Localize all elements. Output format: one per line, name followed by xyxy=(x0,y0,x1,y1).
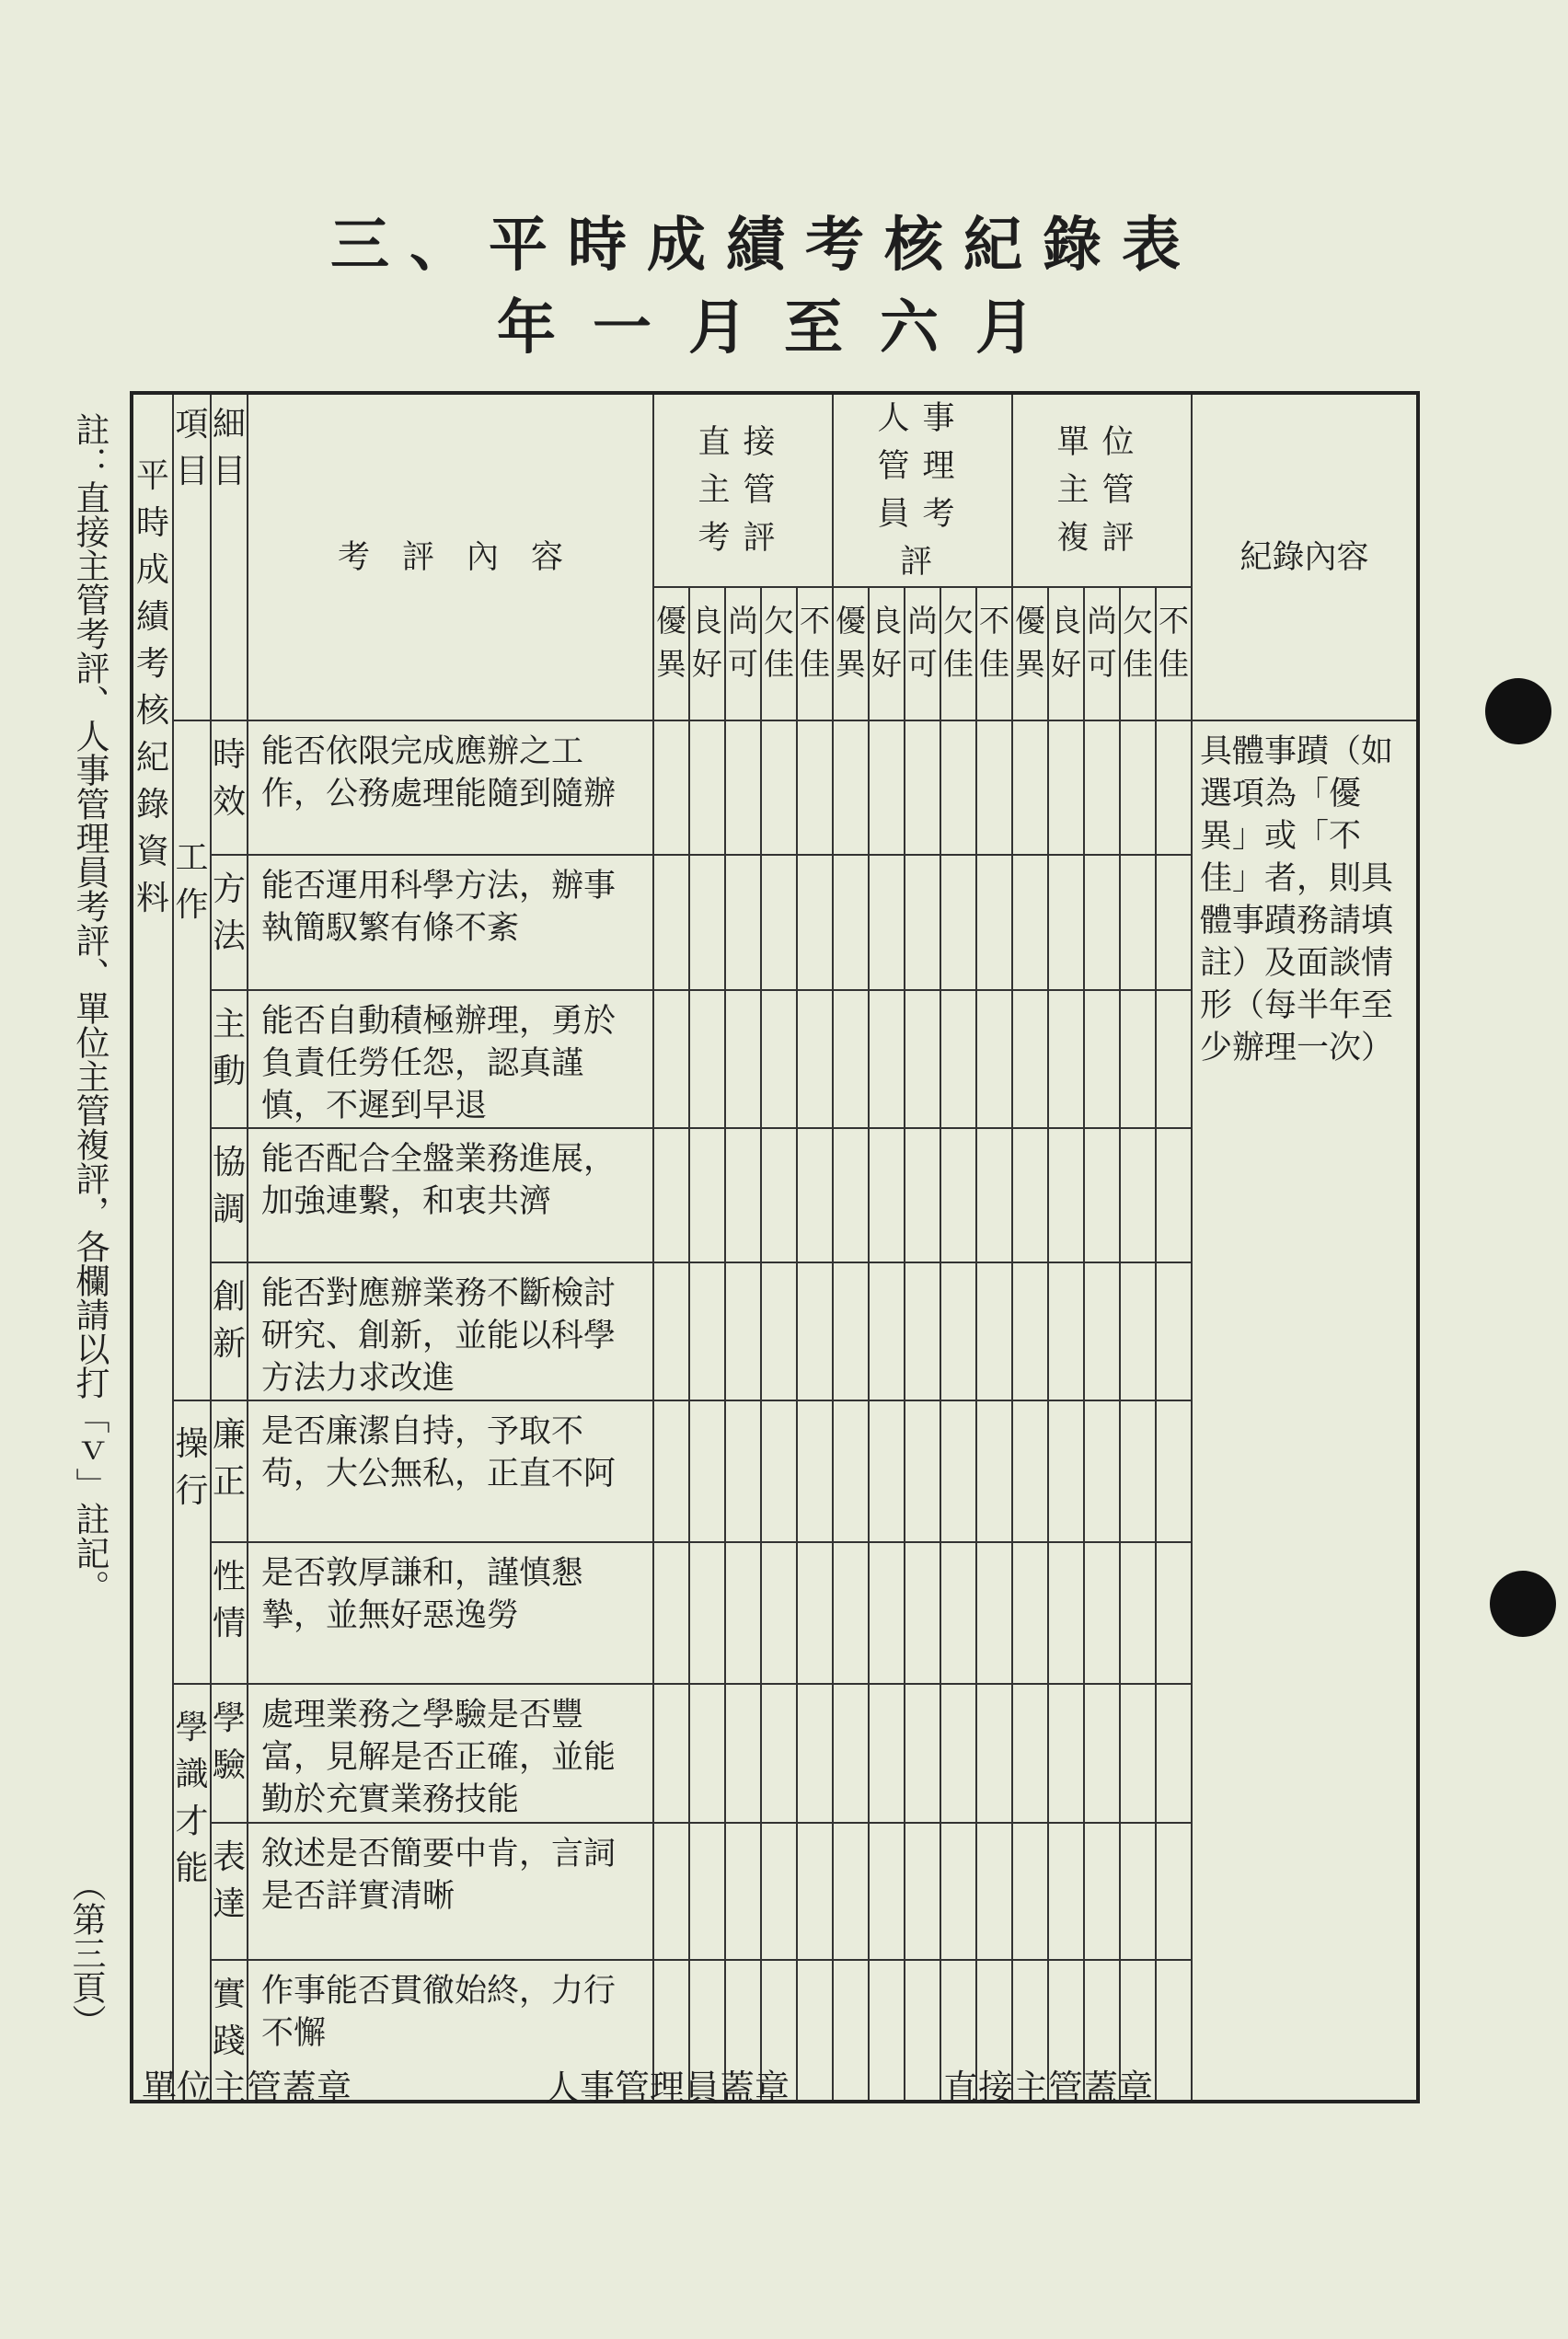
rating-checkbox-cell[interactable] xyxy=(653,1262,689,1400)
rating-checkbox-cell[interactable] xyxy=(1120,990,1156,1128)
rating-checkbox-cell[interactable] xyxy=(905,855,940,990)
vertical-char: 性 xyxy=(212,1558,246,1596)
item-cell xyxy=(173,1400,211,1684)
rating-checkbox-cell[interactable] xyxy=(976,720,1012,855)
rating-checkbox-cell[interactable] xyxy=(833,855,869,990)
rating-checkbox-cell[interactable] xyxy=(797,1400,833,1542)
rating-checkbox-cell[interactable] xyxy=(653,1684,689,1823)
rating-checkbox-cell[interactable] xyxy=(1156,1542,1192,1684)
rating-label xyxy=(905,587,940,720)
rating-label xyxy=(1156,587,1192,720)
rating-checkbox-cell[interactable] xyxy=(725,720,761,855)
rating-checkbox-cell[interactable] xyxy=(1084,1823,1120,1960)
vertical-char: 時 xyxy=(135,504,169,542)
binder-hole-icon xyxy=(1485,678,1551,744)
rating-checkbox-cell[interactable] xyxy=(905,1128,940,1262)
sub-item-cell xyxy=(211,990,248,1128)
criterion-text: 能否自動積極辦理，勇於負責任勞任怨，認真謹慎，不遲到早退 xyxy=(248,990,653,1128)
vertical-char: 資 xyxy=(135,833,169,870)
rating-checkbox-cell[interactable] xyxy=(797,1128,833,1262)
rating-group-header: 直接主管考評 xyxy=(653,393,833,587)
vertical-char: 異 xyxy=(1015,646,1045,682)
rating-checkbox-cell[interactable] xyxy=(797,1684,833,1823)
rating-checkbox-cell[interactable] xyxy=(833,1262,869,1400)
vertical-char: 達 xyxy=(212,1885,246,1923)
vertical-char: 好 xyxy=(1051,646,1081,682)
evaluation-table xyxy=(130,391,1420,2103)
vertical-char: 錄 xyxy=(135,786,169,824)
rating-label xyxy=(653,587,689,720)
rating-checkbox-cell[interactable] xyxy=(905,1960,940,2102)
rating-checkbox-cell[interactable] xyxy=(689,990,725,1128)
vertical-char: 工 xyxy=(175,839,209,877)
rating-checkbox-cell[interactable] xyxy=(869,720,905,855)
rating-checkbox-cell[interactable] xyxy=(833,1960,869,2102)
rating-checkbox-cell[interactable] xyxy=(725,1823,761,1960)
rating-checkbox-cell[interactable] xyxy=(905,1823,940,1960)
rating-checkbox-cell[interactable] xyxy=(1012,1262,1048,1400)
criterion-text: 處理業務之學驗是否豐富，見解是否正確，並能勤於充實業務技能 xyxy=(248,1684,653,1823)
vertical-char: 良 xyxy=(692,603,722,639)
rating-checkbox-cell[interactable] xyxy=(761,1400,797,1542)
vertical-char: 實 xyxy=(212,1976,246,2013)
rating-checkbox-cell[interactable] xyxy=(940,1262,976,1400)
criterion-text: 能否運用科學方法，辦事執簡馭繁有條不紊 xyxy=(248,855,653,990)
side-note: 註：直接主管考評、人事管理員考評、單位主管複評，各欄請以打「ｖ」註記。 xyxy=(70,412,110,1604)
rating-checkbox-cell[interactable] xyxy=(1156,1684,1192,1823)
rating-checkbox-cell[interactable] xyxy=(976,990,1012,1128)
rating-checkbox-cell[interactable] xyxy=(833,1823,869,1960)
content-header: 考 評 內 容 xyxy=(248,393,653,720)
vertical-char: 可 xyxy=(728,646,758,682)
sub-item-cell xyxy=(211,855,248,990)
criterion-text: 能否對應辦業務不斷檢討研究、創新，並能以科學方法力求改進 xyxy=(248,1262,653,1400)
rating-checkbox-cell[interactable] xyxy=(905,1542,940,1684)
rating-label xyxy=(689,587,725,720)
form-title: 三、平時成績考核紀錄表 xyxy=(330,211,1201,280)
vertical-char: 踐 xyxy=(212,2022,246,2060)
vertical-char: 尚 xyxy=(1087,603,1117,639)
vertical-char: 欠 xyxy=(1123,603,1153,639)
vertical-char: 能 xyxy=(175,1849,209,1887)
vertical-char: 法 xyxy=(212,917,246,955)
vertical-char: 紀 xyxy=(135,739,169,777)
rating-checkbox-cell[interactable] xyxy=(761,990,797,1128)
rating-checkbox-cell[interactable] xyxy=(797,855,833,990)
vertical-char: 優 xyxy=(836,603,866,639)
page-label: （第三頁） xyxy=(66,1868,106,2038)
rating-checkbox-cell[interactable] xyxy=(869,1684,905,1823)
vertical-char: 尚 xyxy=(907,603,938,639)
rating-label xyxy=(1012,587,1048,720)
rating-checkbox-cell[interactable] xyxy=(940,1128,976,1262)
rating-checkbox-cell[interactable] xyxy=(689,855,725,990)
vertical-char: 識 xyxy=(175,1756,209,1793)
sub-item-cell xyxy=(211,1400,248,1542)
rating-checkbox-cell[interactable] xyxy=(761,1684,797,1823)
rating-checkbox-cell[interactable] xyxy=(797,1823,833,1960)
sub-item-cell xyxy=(211,1128,248,1262)
vertical-char: 佳 xyxy=(1123,646,1153,682)
rating-checkbox-cell[interactable] xyxy=(725,1684,761,1823)
criterion-text: 是否敦厚謙和，謹慎懇摯，並無好惡逸勞 xyxy=(248,1542,653,1684)
rating-checkbox-cell[interactable] xyxy=(1012,1400,1048,1542)
rating-group-header: 單位主管複評 xyxy=(1012,393,1192,587)
vertical-char: 佳 xyxy=(764,646,794,682)
vertical-char: 優 xyxy=(656,603,686,639)
vertical-char: 學 xyxy=(212,1700,246,1737)
rating-checkbox-cell[interactable] xyxy=(869,1400,905,1542)
vertical-char: 新 xyxy=(212,1325,246,1363)
rating-checkbox-cell[interactable] xyxy=(1084,1684,1120,1823)
rating-checkbox-cell[interactable] xyxy=(1048,1823,1084,1960)
vertical-char: 不 xyxy=(800,603,830,639)
rating-checkbox-cell[interactable] xyxy=(761,1542,797,1684)
vertical-char: 不 xyxy=(979,603,1009,639)
rating-checkbox-cell[interactable] xyxy=(1120,1400,1156,1542)
direct-supervisor-seal-label: 直接主管蓋章 xyxy=(943,2068,1154,2108)
rating-checkbox-cell[interactable] xyxy=(653,1400,689,1542)
vertical-char: 方 xyxy=(212,870,246,908)
vertical-char: 效 xyxy=(212,783,246,821)
rating-checkbox-cell[interactable] xyxy=(689,720,725,855)
vertical-char: 調 xyxy=(212,1191,246,1228)
vertical-char: 才 xyxy=(175,1803,209,1840)
item-cell xyxy=(173,720,211,1400)
rating-checkbox-cell[interactable] xyxy=(761,720,797,855)
rating-checkbox-cell[interactable] xyxy=(689,1823,725,1960)
criterion-text: 敘述是否簡要中肯，言詞是否詳實清晰 xyxy=(248,1823,653,1960)
rating-checkbox-cell[interactable] xyxy=(1156,1400,1192,1542)
vertical-char: 學 xyxy=(175,1709,209,1746)
rating-checkbox-cell[interactable] xyxy=(940,1400,976,1542)
rating-checkbox-cell[interactable] xyxy=(653,1128,689,1262)
rating-checkbox-cell[interactable] xyxy=(1012,855,1048,990)
rating-label xyxy=(725,587,761,720)
rating-checkbox-cell[interactable] xyxy=(1012,720,1048,855)
rating-checkbox-cell[interactable] xyxy=(869,855,905,990)
binder-hole-icon xyxy=(1490,1571,1556,1637)
rating-checkbox-cell[interactable] xyxy=(689,1400,725,1542)
category-column xyxy=(132,393,173,2102)
vertical-char: 好 xyxy=(871,646,902,682)
vertical-char: 佳 xyxy=(1159,646,1189,682)
vertical-char: 動 xyxy=(212,1053,246,1090)
rating-label xyxy=(1120,587,1156,720)
rating-label xyxy=(940,587,976,720)
vertical-char: 可 xyxy=(907,646,938,682)
rating-checkbox-cell[interactable] xyxy=(653,1823,689,1960)
rating-label xyxy=(833,587,869,720)
rating-label xyxy=(869,587,905,720)
rating-checkbox-cell[interactable] xyxy=(833,1684,869,1823)
vertical-char: 佳 xyxy=(943,646,974,682)
rating-checkbox-cell[interactable] xyxy=(1156,720,1192,855)
rating-checkbox-cell[interactable] xyxy=(940,1684,976,1823)
sub-item-cell xyxy=(211,720,248,855)
rating-checkbox-cell[interactable] xyxy=(1120,855,1156,990)
rating-checkbox-cell[interactable] xyxy=(725,1262,761,1400)
vertical-char: 佳 xyxy=(979,646,1009,682)
rating-checkbox-cell[interactable] xyxy=(797,720,833,855)
rating-checkbox-cell[interactable] xyxy=(833,720,869,855)
vertical-char: 創 xyxy=(212,1278,246,1316)
rating-checkbox-cell[interactable] xyxy=(940,855,976,990)
rating-checkbox-cell[interactable] xyxy=(1156,1128,1192,1262)
rating-checkbox-cell[interactable] xyxy=(1084,1128,1120,1262)
vertical-char: 細 xyxy=(212,406,246,444)
vertical-char: 好 xyxy=(692,646,722,682)
rating-checkbox-cell[interactable] xyxy=(976,1262,1012,1400)
vertical-char: 不 xyxy=(1159,603,1189,639)
rating-checkbox-cell[interactable] xyxy=(797,1262,833,1400)
rating-checkbox-cell[interactable] xyxy=(869,1823,905,1960)
vertical-char: 欠 xyxy=(764,603,794,639)
criterion-text: 是否廉潔自持，予取不苟，大公無私，正直不阿 xyxy=(248,1400,653,1542)
rating-checkbox-cell[interactable] xyxy=(940,720,976,855)
vertical-char: 廉 xyxy=(212,1416,246,1454)
rating-checkbox-cell[interactable] xyxy=(725,1128,761,1262)
item-cell xyxy=(173,1684,211,2102)
vertical-char: 佳 xyxy=(800,646,830,682)
rating-checkbox-cell[interactable] xyxy=(869,1128,905,1262)
vertical-char: 情 xyxy=(212,1605,246,1642)
rating-checkbox-cell[interactable] xyxy=(1120,1262,1156,1400)
rating-checkbox-cell[interactable] xyxy=(1048,1262,1084,1400)
vertical-char: 項 xyxy=(175,406,209,444)
vertical-char: 良 xyxy=(871,603,902,639)
rating-label xyxy=(797,587,833,720)
rating-checkbox-cell[interactable] xyxy=(689,1684,725,1823)
rating-checkbox-cell[interactable] xyxy=(905,990,940,1128)
rating-checkbox-cell[interactable] xyxy=(1048,720,1084,855)
rating-checkbox-cell[interactable] xyxy=(905,1262,940,1400)
sub-item-cell xyxy=(211,1684,248,1823)
rating-checkbox-cell[interactable] xyxy=(761,1823,797,1960)
rating-checkbox-cell[interactable] xyxy=(833,1400,869,1542)
rating-checkbox-cell[interactable] xyxy=(725,990,761,1128)
vertical-char: 平 xyxy=(135,457,169,495)
vertical-char: 優 xyxy=(1015,603,1045,639)
rating-checkbox-cell[interactable] xyxy=(1012,1542,1048,1684)
rating-checkbox-cell[interactable] xyxy=(976,1400,1012,1542)
vertical-char: 目 xyxy=(175,453,209,490)
vertical-char: 料 xyxy=(135,880,169,917)
rating-checkbox-cell[interactable] xyxy=(1156,1960,1192,2102)
criterion-text: 能否配合全盤業務進展，加強連繫，和衷共濟 xyxy=(248,1128,653,1262)
sub-item-cell xyxy=(211,1542,248,1684)
vertical-char: 作 xyxy=(175,886,209,924)
rating-checkbox-cell[interactable] xyxy=(1012,1684,1048,1823)
rating-checkbox-cell[interactable] xyxy=(761,1128,797,1262)
rating-checkbox-cell[interactable] xyxy=(797,990,833,1128)
record-content-cell[interactable] xyxy=(1192,720,1418,2102)
rating-checkbox-cell[interactable] xyxy=(1048,1542,1084,1684)
vertical-char: 異 xyxy=(836,646,866,682)
rating-checkbox-cell[interactable] xyxy=(653,720,689,855)
vertical-char: 可 xyxy=(1087,646,1117,682)
vertical-char: 成 xyxy=(135,551,169,589)
rating-checkbox-cell[interactable] xyxy=(976,1684,1012,1823)
vertical-char: 績 xyxy=(135,598,169,636)
rating-checkbox-cell[interactable] xyxy=(1048,1684,1084,1823)
rating-checkbox-cell[interactable] xyxy=(653,855,689,990)
rating-checkbox-cell[interactable] xyxy=(1084,1542,1120,1684)
rating-checkbox-cell[interactable] xyxy=(689,1262,725,1400)
rating-checkbox-cell[interactable] xyxy=(869,1960,905,2102)
unit-supervisor-seal-label: 單位主管蓋章 xyxy=(142,2068,352,2108)
rating-checkbox-cell[interactable] xyxy=(976,1823,1012,1960)
rating-checkbox-cell[interactable] xyxy=(905,1684,940,1823)
vertical-char: 考 xyxy=(135,645,169,683)
rating-checkbox-cell[interactable] xyxy=(940,1823,976,1960)
rating-checkbox-cell[interactable] xyxy=(1048,1400,1084,1542)
rating-checkbox-cell[interactable] xyxy=(869,990,905,1128)
personnel-officer-seal-label: 人事管理員蓋章 xyxy=(545,2068,790,2108)
vertical-char: 主 xyxy=(212,1006,246,1043)
rating-checkbox-cell[interactable] xyxy=(1084,855,1120,990)
rating-checkbox-cell[interactable] xyxy=(1156,1823,1192,1960)
rating-checkbox-cell[interactable] xyxy=(1084,1400,1120,1542)
rating-checkbox-cell[interactable] xyxy=(1156,990,1192,1128)
vertical-char: 協 xyxy=(212,1144,246,1181)
criterion-text: 能否依限完成應辦之工作，公務處理能隨到隨辦 xyxy=(248,720,653,855)
rating-checkbox-cell[interactable] xyxy=(689,1128,725,1262)
rating-checkbox-cell[interactable] xyxy=(869,1262,905,1400)
rating-group-header: 人事管理員考評 xyxy=(833,393,1012,587)
rating-checkbox-cell[interactable] xyxy=(1156,855,1192,990)
vertical-char: 時 xyxy=(212,736,246,774)
vertical-char: 行 xyxy=(175,1472,209,1510)
item-header xyxy=(173,393,211,720)
rating-checkbox-cell[interactable] xyxy=(976,855,1012,990)
rating-checkbox-cell[interactable] xyxy=(1084,990,1120,1128)
rating-checkbox-cell[interactable] xyxy=(1156,1262,1192,1400)
criterion-text: 作事能否貫徹始終，力行不懈 xyxy=(248,1960,653,2102)
rating-checkbox-cell[interactable] xyxy=(689,1542,725,1684)
rating-checkbox-cell[interactable] xyxy=(976,1128,1012,1262)
rating-checkbox-cell[interactable] xyxy=(1012,1128,1048,1262)
rating-checkbox-cell[interactable] xyxy=(1120,1684,1156,1823)
vertical-char: 欠 xyxy=(943,603,974,639)
vertical-char: 操 xyxy=(175,1425,209,1463)
rating-checkbox-cell[interactable] xyxy=(1120,1542,1156,1684)
vertical-char: 表 xyxy=(212,1838,246,1876)
rating-checkbox-cell[interactable] xyxy=(1120,720,1156,855)
sub-item-cell xyxy=(211,1262,248,1400)
rating-checkbox-cell[interactable] xyxy=(1012,990,1048,1128)
vertical-char: 目 xyxy=(212,453,246,490)
rating-checkbox-cell[interactable] xyxy=(725,1542,761,1684)
rating-checkbox-cell[interactable] xyxy=(797,1542,833,1684)
rating-checkbox-cell[interactable] xyxy=(940,990,976,1128)
rating-label xyxy=(976,587,1012,720)
rating-checkbox-cell[interactable] xyxy=(1048,990,1084,1128)
rating-checkbox-cell[interactable] xyxy=(905,1400,940,1542)
rating-checkbox-cell[interactable] xyxy=(869,1542,905,1684)
vertical-char: 異 xyxy=(656,646,686,682)
rating-checkbox-cell[interactable] xyxy=(905,720,940,855)
rating-checkbox-cell[interactable] xyxy=(940,1542,976,1684)
vertical-char: 正 xyxy=(212,1463,246,1501)
table-row xyxy=(132,720,1418,855)
sub-item-cell xyxy=(211,1823,248,1960)
rating-checkbox-cell[interactable] xyxy=(1012,1823,1048,1960)
sub-item-header xyxy=(211,393,248,720)
rating-checkbox-cell[interactable] xyxy=(1048,855,1084,990)
rating-checkbox-cell[interactable] xyxy=(761,855,797,990)
rating-checkbox-cell[interactable] xyxy=(1084,720,1120,855)
vertical-char: 驗 xyxy=(212,1746,246,1784)
rating-checkbox-cell[interactable] xyxy=(1120,1128,1156,1262)
rating-label xyxy=(1084,587,1120,720)
vertical-char: 核 xyxy=(135,692,169,730)
form-period: 年一月至六月 xyxy=(497,294,1071,363)
rating-label xyxy=(1048,587,1084,720)
rating-checkbox-cell[interactable] xyxy=(725,1400,761,1542)
rating-checkbox-cell[interactable] xyxy=(797,1960,833,2102)
vertical-char: 良 xyxy=(1051,603,1081,639)
record-instructions: 具體事蹟（如選項為「優異」或「不佳」者，則具體事蹟務請填註）及面談情形（每半年至少辦理一次） xyxy=(1200,733,1394,1066)
rating-checkbox-cell[interactable] xyxy=(1120,1823,1156,1960)
rating-checkbox-cell[interactable] xyxy=(833,1128,869,1262)
rating-checkbox-cell[interactable] xyxy=(1048,1128,1084,1262)
rating-checkbox-cell[interactable] xyxy=(653,990,689,1128)
rating-checkbox-cell[interactable] xyxy=(833,990,869,1128)
rating-checkbox-cell[interactable] xyxy=(833,1542,869,1684)
rating-checkbox-cell[interactable] xyxy=(761,1262,797,1400)
rating-checkbox-cell[interactable] xyxy=(976,1542,1012,1684)
record-header: 紀錄內容 xyxy=(1192,393,1418,720)
rating-checkbox-cell[interactable] xyxy=(725,855,761,990)
rating-label xyxy=(761,587,797,720)
vertical-char: 尚 xyxy=(728,603,758,639)
rating-checkbox-cell[interactable] xyxy=(653,1542,689,1684)
rating-checkbox-cell[interactable] xyxy=(1084,1262,1120,1400)
